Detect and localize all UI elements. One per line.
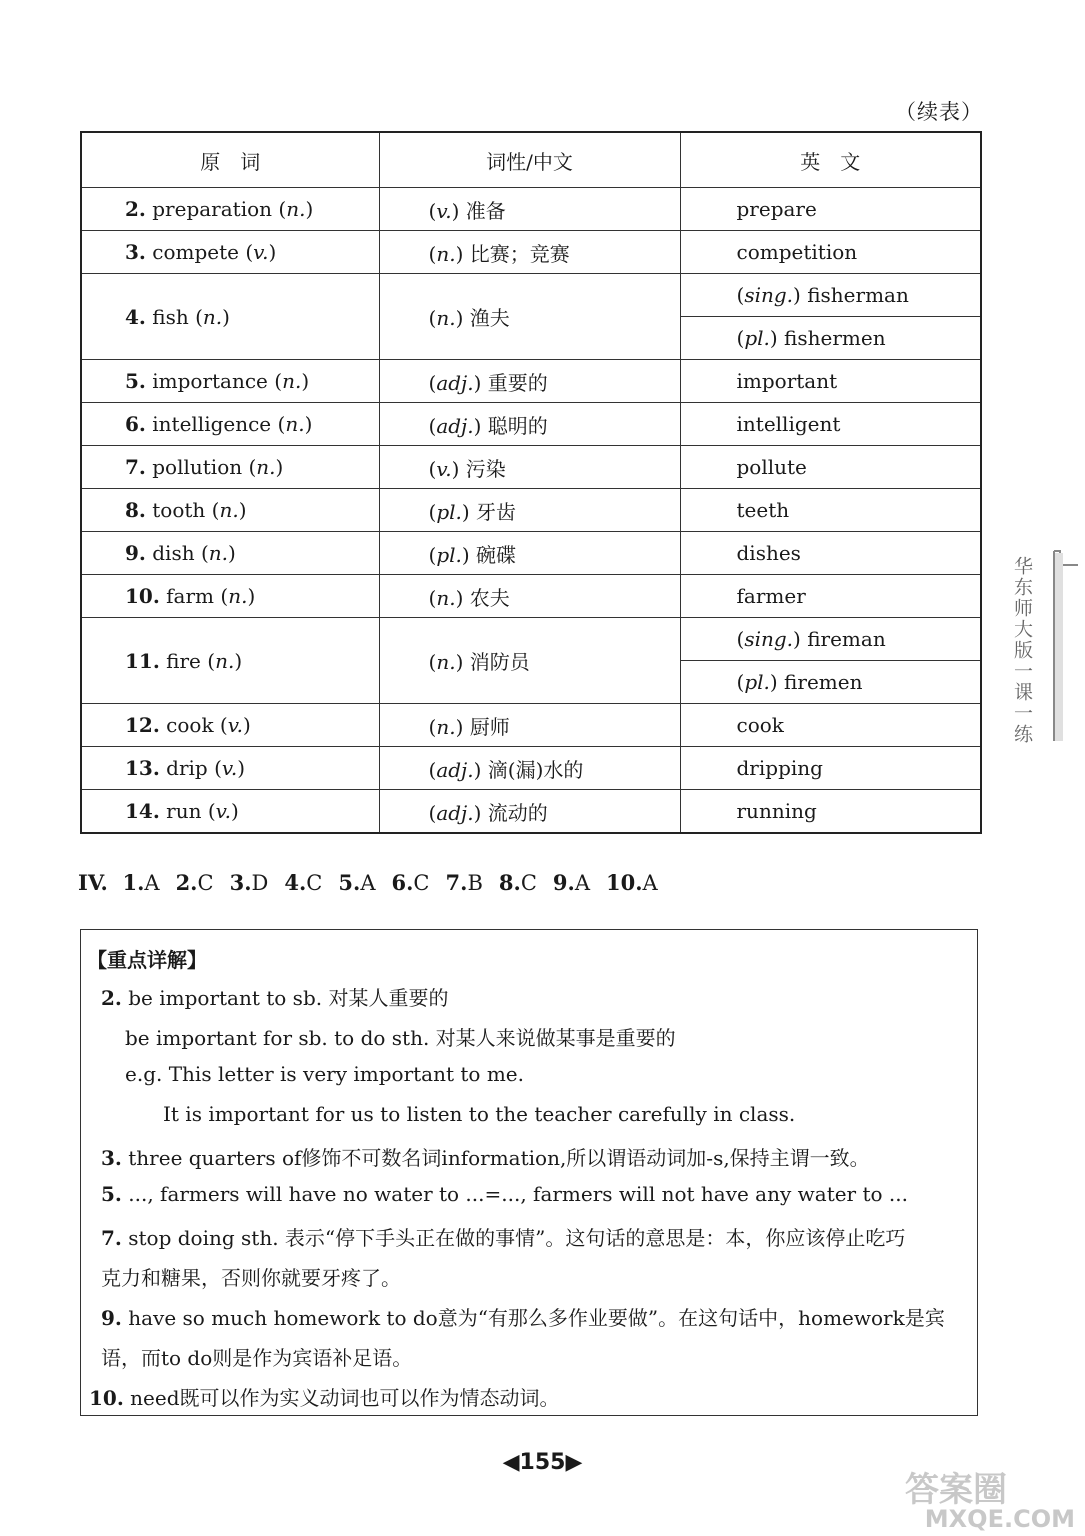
answer-item: 5.A	[338, 870, 376, 895]
table-row	[81, 704, 981, 747]
original-word-cell: 5. importance (n.)	[81, 360, 379, 403]
english-cell: prepare	[680, 188, 981, 231]
header-english: 英 文	[680, 132, 981, 188]
english-cell: dishes	[680, 532, 981, 575]
table-row	[81, 489, 981, 532]
note-line: be important for sb. to do sth. 对某人来说做某事是重要的	[125, 1026, 676, 1050]
answer-item: 8.C	[498, 870, 537, 895]
note-line: 10. need既可以作为实义动词也可以作为情态动词。	[89, 1386, 560, 1410]
left-arrow-icon: ◀	[502, 1450, 520, 1475]
english-cell: teeth	[680, 489, 981, 532]
table-row	[81, 403, 981, 446]
table-header-row	[81, 132, 981, 188]
table-row	[81, 575, 981, 618]
side-series-title: 华东师大版一课一练	[1011, 556, 1033, 745]
header-pos-chinese: 词性/中文	[379, 132, 680, 188]
answer-item: 6.C	[391, 870, 430, 895]
answer-item: 2.C	[175, 870, 214, 895]
pos-chinese-cell: (pl.) 牙齿	[379, 489, 680, 532]
pos-chinese-cell: (pl.) 碗碟	[379, 532, 680, 575]
original-word-cell: 10. farm (n.)	[81, 575, 379, 618]
page-side-tab	[1050, 545, 1078, 741]
table-row	[81, 446, 981, 489]
original-word-cell: 13. drip (v.)	[81, 747, 379, 790]
note-line: 9. have so much homework to do意为“有那么多作业要做”。在这句话中，homework是宾	[101, 1306, 945, 1330]
page-number: ◀155▶	[502, 1450, 583, 1475]
english-cell: dripping	[680, 747, 981, 790]
note-line: 语，而to do则是作为宾语补足语。	[101, 1346, 413, 1370]
table-row	[81, 360, 981, 403]
original-word-cell: 3. compete (v.)	[81, 231, 379, 274]
note-line: 3. three quarters of修饰不可数名词information,所以谓语动词加-s,保持主谓一致。	[101, 1146, 870, 1170]
english-cell: farmer	[680, 575, 981, 618]
table-row	[81, 188, 981, 231]
table-row	[81, 274, 981, 317]
pos-chinese-cell: (n.) 比赛；竞赛	[379, 231, 680, 274]
key-points-box	[80, 929, 978, 1416]
pos-chinese-cell: (v.) 准备	[379, 188, 680, 231]
pos-chinese-cell: (adj.) 聪明的	[379, 403, 680, 446]
table-row	[81, 618, 981, 661]
continued-label: （续表）	[895, 100, 983, 124]
table-row	[81, 747, 981, 790]
note-line: It is important for us to listen to the teacher carefully in class.	[163, 1102, 796, 1126]
pos-chinese-cell: (n.) 渔夫	[379, 274, 680, 360]
answer-item: 7.B	[445, 870, 483, 895]
pos-chinese-cell: (n.) 消防员	[379, 618, 680, 704]
right-arrow-icon: ▶	[565, 1450, 583, 1475]
english-cell: (pl.) firemen	[680, 661, 981, 704]
english-cell: (sing.) fireman	[680, 618, 981, 661]
original-word-cell: 9. dish (n.)	[81, 532, 379, 575]
original-word-cell: 6. intelligence (n.)	[81, 403, 379, 446]
answer-item: 10.A	[606, 870, 658, 895]
note-line: 2. be important to sb. 对某人重要的	[101, 986, 449, 1010]
pos-chinese-cell: (v.) 污染	[379, 446, 680, 489]
english-cell: intelligent	[680, 403, 981, 446]
key-points-title: 【重点详解】	[87, 948, 207, 972]
watermark-logo	[905, 1470, 1075, 1533]
header-original: 原 词	[81, 132, 379, 188]
original-word-cell: 7. pollution (n.)	[81, 446, 379, 489]
pos-chinese-cell: (adj.) 重要的	[379, 360, 680, 403]
pos-chinese-cell: (adj.) 流动的	[379, 790, 680, 834]
original-word-cell: 2. preparation (n.)	[81, 188, 379, 231]
original-word-cell: 11. fire (n.)	[81, 618, 379, 704]
english-cell: running	[680, 790, 981, 834]
note-line: 7. stop doing sth. 表示“停下手头正在做的事情”。这句话的意思是：本，你应该停止吃巧	[101, 1226, 906, 1250]
table-row	[81, 532, 981, 575]
english-cell: pollute	[680, 446, 981, 489]
note-line: 5. ..., farmers will have no water to ...=..., farmers will not have any water to ...	[101, 1182, 908, 1206]
vocabulary-table	[80, 131, 982, 834]
answer-item: 3.D	[229, 870, 269, 895]
answers-label: IV.	[78, 870, 108, 895]
watermark-title: 答案圈	[905, 1470, 1007, 1510]
english-cell: important	[680, 360, 981, 403]
pos-chinese-cell: (adj.) 滴(漏)水的	[379, 747, 680, 790]
english-cell: cook	[680, 704, 981, 747]
english-cell: competition	[680, 231, 981, 274]
pos-chinese-cell: (n.) 厨师	[379, 704, 680, 747]
table-row	[81, 231, 981, 274]
english-cell: (sing.) fisherman	[680, 274, 981, 317]
table-row	[81, 790, 981, 834]
answer-item: 9.A	[552, 870, 590, 895]
note-line: e.g. This letter is very important to me.	[125, 1062, 524, 1086]
original-word-cell: 12. cook (v.)	[81, 704, 379, 747]
original-word-cell: 4. fish (n.)	[81, 274, 379, 360]
note-line: 克力和糖果，否则你就要牙疼了。	[101, 1266, 401, 1290]
english-cell: (pl.) fishermen	[680, 317, 981, 360]
answers-line	[78, 870, 674, 895]
original-word-cell: 14. run (v.)	[81, 790, 379, 834]
answer-item: 1.A	[122, 870, 160, 895]
pos-chinese-cell: (n.) 农夫	[379, 575, 680, 618]
watermark-url: MXQE.COM	[924, 1505, 1075, 1533]
original-word-cell: 8. tooth (n.)	[81, 489, 379, 532]
answer-item: 4.C	[284, 870, 323, 895]
